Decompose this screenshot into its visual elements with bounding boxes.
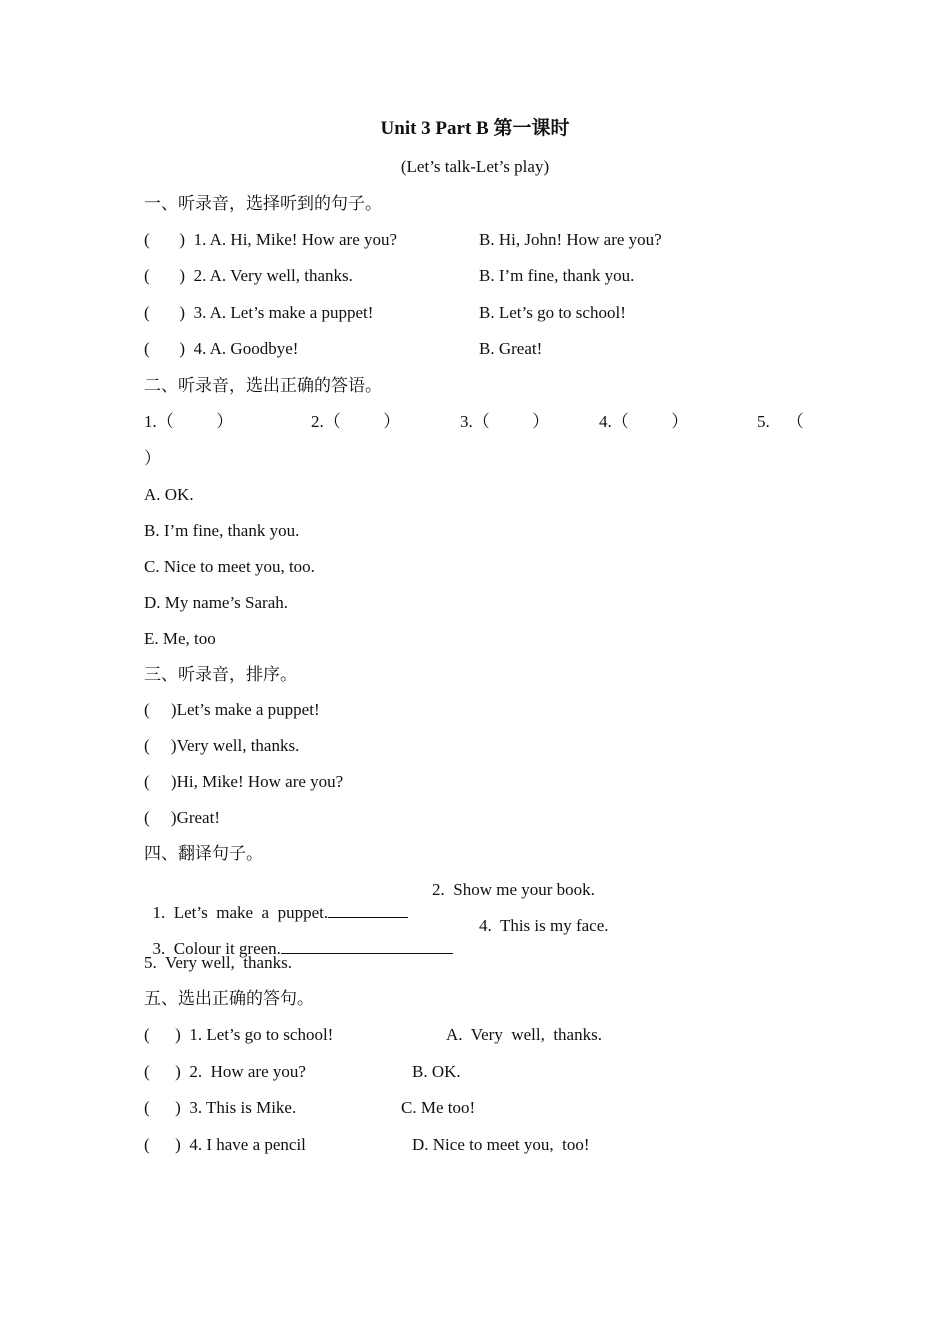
section5-answer-b: B. OK. <box>412 1062 461 1081</box>
section2-option-c: C. Nice to meet you, too. <box>144 557 315 576</box>
section4-sentence-2: 2. Show me your book. <box>432 880 595 899</box>
section2-option-d: D. My name’s Sarah. <box>144 593 289 612</box>
section3-item-3: ( )Hi, Mike! How are you? <box>144 772 344 791</box>
section1-item-4: ( ) 4. A. Goodbye! <box>144 339 299 358</box>
section3-item-1: ( )Let’s make a puppet! <box>144 700 320 719</box>
section5-answer-a: A. Very well, thanks. <box>446 1025 602 1044</box>
section5-answer-d: D. Nice to meet you, too! <box>412 1135 590 1154</box>
section5-heading: 五、选出正确的答句。 <box>144 989 314 1008</box>
section1-heading: 一、听录音，选择听到的句子。 <box>144 194 382 213</box>
section1-item-4-option-b: B. Great! <box>479 339 543 358</box>
section2-slot-2: 2.（ ） <box>311 412 401 431</box>
section2-option-b: B. I’m fine, thank you. <box>144 521 300 540</box>
section1-item-3: ( ) 3. A. Let’s make a puppet! <box>144 303 374 322</box>
section4-sentence-5: 5. Very well, thanks. <box>144 953 292 972</box>
section1-item-2: ( ) 2. A. Very well, thanks. <box>144 266 353 285</box>
section2-slot-5-close: ） <box>144 449 161 468</box>
page-title: Unit 3 Part B 第一课时 <box>380 118 570 139</box>
section3-heading: 三、听录音，排序。 <box>144 665 297 684</box>
section2-option-a: A. OK. <box>144 485 194 504</box>
section5-answer-c: C. Me too! <box>401 1098 476 1117</box>
section4-sentence-1: 1. Let’s make a puppet. <box>152 903 329 922</box>
section1-item-1-option-b: B. Hi, John! How are you? <box>479 230 662 249</box>
section2-option-e: E. Me, too <box>144 629 216 648</box>
section1-item-3-option-b: B. Let’s go to school! <box>479 303 626 322</box>
section2-slot-3: 3.（ ） <box>460 412 550 431</box>
section3-item-4: ( )Great! <box>144 808 220 827</box>
section2-slot-1: 1.（ ） <box>144 412 234 431</box>
section5-question-4: ( ) 4. I have a pencil <box>144 1135 306 1154</box>
section4-sentence-3: 3. Colour it green. <box>152 939 281 958</box>
section1-item-1: ( ) 1. A. Hi, Mike! How are you? <box>144 230 398 249</box>
section4-heading: 四、翻译句子。 <box>144 844 263 863</box>
section2-heading: 二、听录音，选出正确的答语。 <box>144 376 382 395</box>
section2-slot-5: 5. （ <box>757 412 804 431</box>
section1-item-2-option-b: B. I’m fine, thank you. <box>479 266 635 285</box>
section2-slot-4: 4.（ ） <box>599 412 689 431</box>
answer-blank-3[interactable] <box>281 937 453 954</box>
section5-question-1: ( ) 1. Let’s go to school! <box>144 1025 334 1044</box>
page-subtitle: (Let’s talk-Let’s play) <box>400 157 550 176</box>
section5-question-2: ( ) 2. How are you? <box>144 1062 306 1081</box>
section3-item-2: ( )Very well, thanks. <box>144 736 300 755</box>
section5-question-3: ( ) 3. This is Mike. <box>144 1098 297 1117</box>
section4-sentence-4: 4. This is my face. <box>479 916 609 935</box>
